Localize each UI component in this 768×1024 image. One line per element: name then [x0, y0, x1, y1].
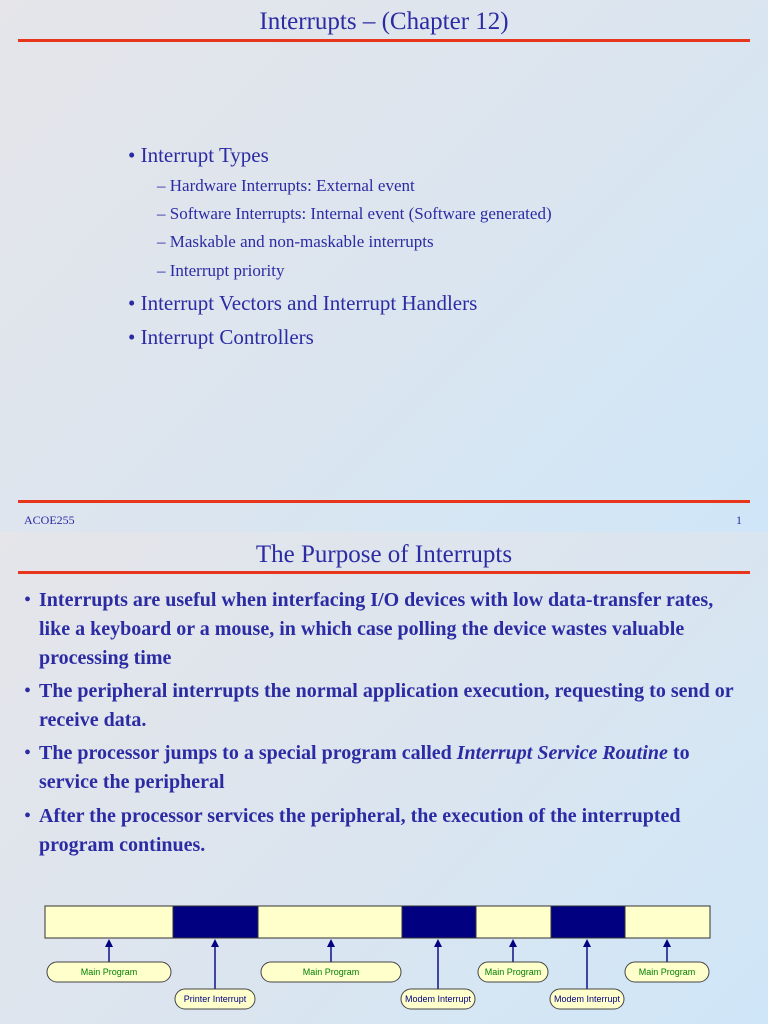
interrupt-segment — [173, 906, 258, 938]
arrow-head-icon — [327, 939, 335, 947]
callout-label: Main Program — [80, 967, 138, 977]
bullet-purpose-3 — [24, 739, 744, 797]
bullet-text-part: The processor jumps to a special program called — [39, 742, 457, 764]
bullet-text: Interrupts are useful when interfacing I/O devices with low data-transfer rates, like a keyboard or a mouse, in which case polling the device wastes valuable processing time — [39, 589, 714, 669]
main-program-segment — [258, 906, 402, 938]
bullet-text: The peripheral interrupts the normal application execution, requesting to send or receive data. — [39, 680, 734, 731]
bullet-text: Interrupt Controllers — [140, 325, 314, 349]
callout-label: Main Program — [484, 967, 542, 977]
bullet-text-part: to service the peripheral — [39, 742, 690, 793]
callout-label: Modem Interrupt — [404, 994, 472, 1004]
callout-label: Main Program — [638, 967, 696, 977]
bullet-interrupt-types: • Interrupt Types — [128, 143, 269, 167]
callout-label: Main Program — [302, 967, 360, 977]
arrow-head-icon — [434, 939, 442, 947]
title-divider — [18, 39, 750, 42]
footer-divider — [18, 500, 750, 503]
slide-title: The Purpose of Interrupts — [255, 541, 513, 568]
bullet-text: Interrupt Types — [140, 143, 269, 167]
bullet-purpose-2 — [24, 677, 744, 735]
bullet-dot: • — [24, 742, 32, 764]
sub-bullet-hardware: – Hardware Interrupts: External event — [157, 176, 415, 195]
slide-title: Interrupts – (Chapter 12) — [259, 8, 509, 35]
sub-bullet-priority: – Interrupt priority — [157, 261, 285, 280]
isr-emphasis: Interrupt Service Routine — [456, 742, 668, 764]
bullet-dot: • — [24, 589, 32, 611]
bullet-text: Interrupt Vectors and Interrupt Handlers — [140, 291, 478, 315]
interrupt-segment — [551, 906, 625, 938]
footer-course-code: ACOE255 — [24, 513, 75, 527]
bullet-text — [39, 739, 744, 797]
bullet-purpose-4 — [24, 802, 744, 860]
bullet-interrupt-controllers: • Interrupt Controllers — [128, 325, 314, 349]
main-program-segment — [476, 906, 551, 938]
sub-bullet-software: – Software Interrupts: Internal event (Software generated) — [157, 204, 552, 223]
arrow-head-icon — [105, 939, 113, 947]
sub-bullet-text: Maskable and non-maskable interrupts — [169, 232, 434, 251]
sub-bullet-text: Hardware Interrupts: External event — [169, 176, 415, 195]
arrow-head-icon — [583, 939, 591, 947]
arrow-head-icon — [211, 939, 219, 947]
main-program-segment — [45, 906, 173, 938]
arrow-head-icon — [509, 939, 517, 947]
sub-bullet-maskable: – Maskable and non-maskable interrupts — [157, 232, 434, 251]
interrupt-segment — [402, 906, 476, 938]
arrow-head-icon — [663, 939, 671, 947]
page-number: 1 — [736, 513, 742, 527]
bullet-text: After the processor services the peripheral, the execution of the interrupted program continues. — [39, 805, 681, 856]
title-divider — [18, 571, 750, 574]
bullet-purpose-1 — [24, 586, 744, 673]
callout-label: Modem Interrupt — [553, 994, 621, 1004]
bullet-interrupt-vectors: • Interrupt Vectors and Interrupt Handlers — [128, 291, 478, 315]
interrupt-timeline-diagram — [0, 892, 768, 1024]
main-program-segment — [625, 906, 710, 938]
bullet-dot: • — [24, 680, 32, 702]
callout-label: Printer Interrupt — [183, 994, 247, 1004]
bullet-dot: • — [24, 805, 32, 827]
slide-2 — [0, 532, 768, 1024]
sub-bullet-text: Software Interrupts: Internal event (Software generated) — [169, 204, 552, 223]
sub-bullet-text: Interrupt priority — [169, 261, 285, 280]
